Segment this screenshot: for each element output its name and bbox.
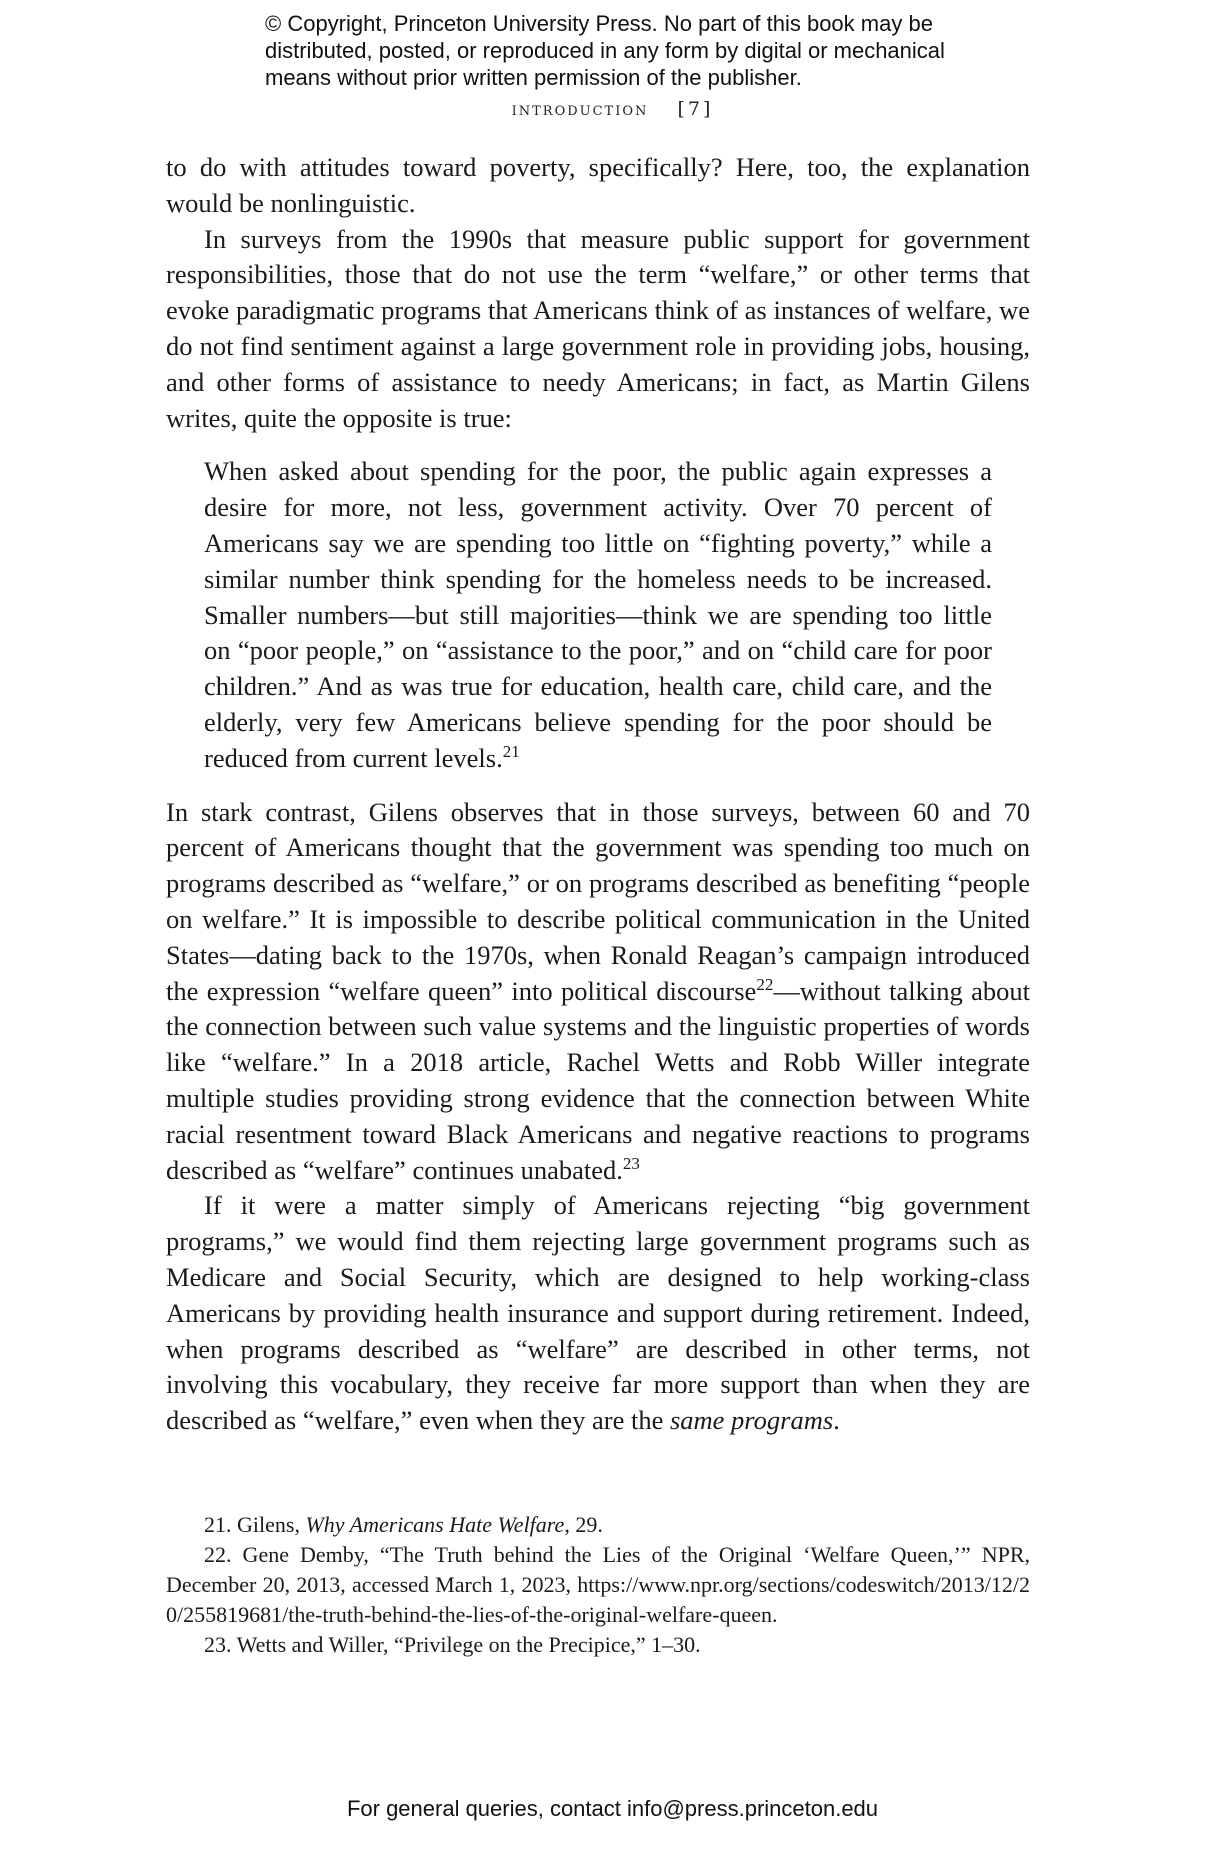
emphasis: same programs — [669, 1405, 834, 1436]
paragraph — [166, 1188, 1030, 1439]
paragraph-text: —without talking about the connection between such value systems and the linguistic properties of words like “welfare.” In a 2018 article, Rachel Wetts and Robb Willer integrate multiple studies providing strong evidence that the connection between White racial resentment toward Black Americans and negative reactions to programs described as “welfare” continues unabated. — [166, 975, 1030, 1185]
book-title: Why Americans Hate Welfare — [305, 1512, 565, 1537]
footnote-url[interactable]: https://www.npr.org/sections/codeswitch/2013/12/20/255819681/the-truth-behind-the-lies-of-the-original-welfare-queen. — [166, 1572, 1030, 1627]
footnotes — [166, 1510, 1030, 1660]
note-reference[interactable]: 22 — [756, 974, 774, 994]
running-head-title: introduction — [511, 98, 649, 120]
page-number: [7] — [677, 98, 714, 120]
footnote-text: 21. Gilens, — [204, 1512, 306, 1537]
copyright-line: means without prior written permission of the publisher. — [265, 65, 802, 90]
note-reference[interactable]: 21 — [502, 741, 520, 761]
footnote-23: 23. Wetts and Willer, “Privilege on the Precipice,” 1–30. — [204, 1632, 701, 1657]
running-head — [0, 98, 1225, 120]
note-reference[interactable]: 23 — [622, 1153, 640, 1173]
copyright-notice — [265, 10, 1025, 91]
block-quote — [204, 454, 992, 776]
paragraph — [166, 795, 1030, 1189]
paragraph-text: . — [833, 1405, 840, 1436]
footnote-text: , 29. — [564, 1512, 603, 1537]
quote-text: When asked about spending for the poor, the public again expresses a desire for more, not less, government activity. Over 70 percent of Americans say we are spending too little on “fighting poverty,” while a similar number think spending for the homeless needs to be increased. Smaller numbers—but still majorities—think we are spending too little on “poor people,” on “assistance to the poor,” and on “child care for poor children.” And as was true for education, health care, child care, and the elderly, very few Americans believe spending for the poor should be reduced from current levels. — [204, 456, 992, 773]
paragraph-text: If it were a matter simply of Americans rejecting “big government programs,” we would find them rejecting large government programs such as Medicare and Social Security, which are designed to help working-class Americans by providing health insurance and support during retirement. Indeed, when programs described as “welfare” are described in other terms, not involving this vocabulary, they receive far more support than when they are described as “welfare,” even when they are the — [166, 1190, 1030, 1436]
paragraph-text: In stark contrast, Gilens observes that in those surveys, between 60 and 70 percent of Americans thought that the government was spending too much on programs described as “welfare,” or on programs described as benefiting “people on welfare.” It is impossible to describe political communication in the United States—dating back to the 1970s, when Ronald Reagan’s campaign introduced the expression “welfare queen” into political discourse — [166, 796, 1030, 1006]
paragraph: to do with attitudes toward poverty, specifically? Here, too, the explanation would be nonlinguistic. — [166, 152, 1030, 218]
body-text — [166, 150, 1030, 1439]
footnote-21 — [166, 1510, 1030, 1540]
paragraph: In surveys from the 1990s that measure public support for government responsibilities, those that do not use the term “welfare,” or other terms that evoke paradigmatic programs that Americans think of as instances of welfare, we do not find sentiment against a large government role in providing jobs, housing, and other forms of assistance to needy Americans; in fact, as Martin Gilens writes, quite the opposite is true: — [166, 223, 1030, 433]
footnote-text: 22. Gene Demby, “The Truth behind the Lies of the Original ‘Welfare Queen,’” NPR, December 20, 2013, accessed March 1, 2023, — [166, 1542, 1030, 1597]
footnote-22 — [166, 1540, 1030, 1630]
copyright-line: distributed, posted, or reproduced in any form by digital or mechanical — [265, 38, 945, 63]
footer-contact: For general queries, contact info@press.princeton.edu — [346, 1796, 879, 1821]
copyright-line: © Copyright, Princeton University Press. No part of this book may be — [265, 11, 933, 36]
